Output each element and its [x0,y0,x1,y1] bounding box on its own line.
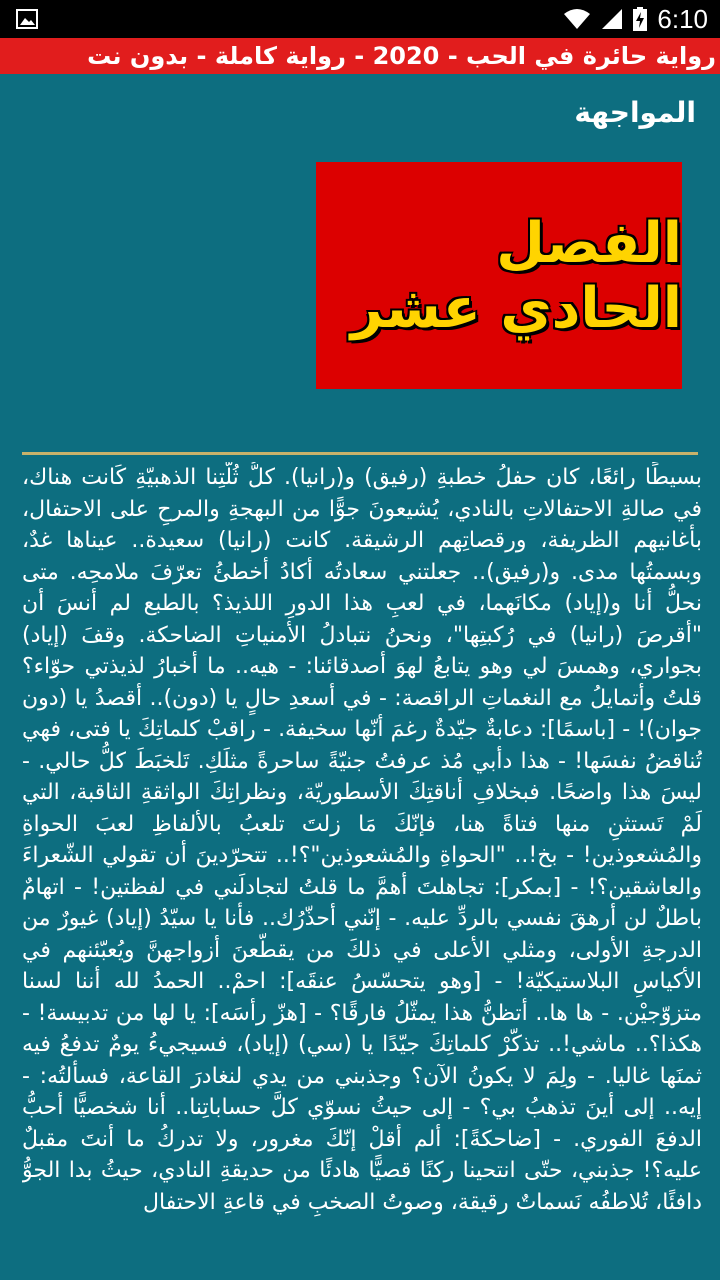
chapter-heading: المواجهة [574,96,696,129]
battery-charging-icon [633,7,647,31]
signal-icon [601,8,623,30]
status-bar [0,0,720,38]
clock: 6:10 [657,3,708,34]
wifi-icon [563,8,591,30]
chapter-cover-image [316,162,682,389]
chapter-cover-title: الفصل الحادي عشر [350,210,682,341]
app-title-bar [0,38,720,74]
divider [22,452,698,455]
image-icon [16,9,38,29]
app-title: رواية حائرة في الحب - 2020 - رواية كاملة - بدون نت [87,42,716,70]
chapter-body-text: بسيطًا رائعًا، كان حفلُ خطبةِ (رفيق) و(رانيا). كلُّ ثُلّتِنا الذهبيّةِ كَانت هناك، في صالةِ الاحتفالاتِ بالنادي، يُشيعونَ جوًّا من البهجةِ والمرحِ على الاحتفال، بأغانيهم الظريفة، ورقصاتِهم الرشيقة. كانت (رانيا) سعيدة.. عيناها غدٌ، وبسمتُها مدى. و(رفيق).. جعلتني سعادتُه أكادُ أخطئُ تعرّفَ ملامحِه. متى نحلُّ أنا و(إياد) مكانَهما، في لعبِ هذا الدورِ اللذيذ؟ بالطبع لم أنسَ أن "أقرصَ (رانيا) في رُكبتِها"، ونحنُ نتبادلُ الأمنياتِ الضاحكة. وقفَ (إياد) بجواري، وهمسَ لي وهو يتابعُ لهوَ أصدقائنا: - هيه.. ما أخبارُ لذيذتي حوّاء؟ قلتُ وأتمايلُ مع النغماتِ الراقصة: - في أسعدِ حالٍ يا (دون).. أقصدُ يا (دون جوان)! - [باسمًا]: دعابةٌ جيّدةٌ رغمَ أنّها سخيفة. - راقبْ كلماتِكَ يا فتى، فهي تُناقضُ نفسَها! - هذا دأبي مُذ عرفتُ جنيّةً ساحرةً مثلَكِ. تَلخبَطَ كلُّ حالي. - ليسَ هذا واضحًا. فبخلافِ أناقتِكَ الأسطوريّة، ونظراتِكَ الواثقةِ الثاقبة، التي لَمْ تَستثنِ منها فتاةً هنا، فإنّكَ مَا زلتَ تلعبُ بالألفاظِ لعبَ الحواةِ والمُشعوذين! - بخ!.. "الحواةِ والمُشعوذين"؟!.. تتحرّدينَ أن تقولي الشّعراءَ والعاشقين؟! - [بمكر]: تجاهلتَ أهمَّ ما قلتُ لتجادلَني في لفظتين! - اتهامٌ باطلٌ لن أرهقَ نفسي بالردِّ عليه. - إنّني أحذّرُك.. فأنا يا سيّدُ (إياد) غيورٌ من الدرجةِ الأولى، ومثلي الأعلى في ذلكَ من يقطّعنَ أزواجهنَّ ويُعبّئنهم في الأكياسِ البلاستيكيّة! - [وهو يتحسّسُ عنقَه]: احمْ.. الحمدُ لله أننا لسنا متزوّجيْن. - ها ها.. أتظنُّ هذا يمثّلُ فارقًا؟ - [هزّ رأسَه]: يا لها من تدبيسة! - هكذا؟.. ماشي!.. تذكّرْ كلماتِكَ جيّدًا يا (سي) (إياد)، فسيجيءُ يومٌ تدفعُ فيه ثمنَها غاليا. - ولِمَ لا يكونُ الآن؟ وجذبني من يدي لنغادرَ القاعة، فسألتُه: - إيه.. إلى أينَ تذهبُ بي؟ - إلى حيثُ نسوّي كلَّ حساباتِنا.. أنا شخصيًّا أحبُّ الدفعَ الفوري. - [ضاحكةً]: ألم أقلْ إنّكَ مغرور، ولا تدركُ ما أنتَ مقبلٌ عليه؟! جذبني، حتّى انتحينا ركنًا قصيًّا هادئًا من حديقةِ النادي، حيثُ بدا الجوُّ دافئًا، تُلاطفُه نَسماتٌ رقيقة، وصوتُ الصخبِ في قاعةِ الاحتفال [22,465,702,1215]
